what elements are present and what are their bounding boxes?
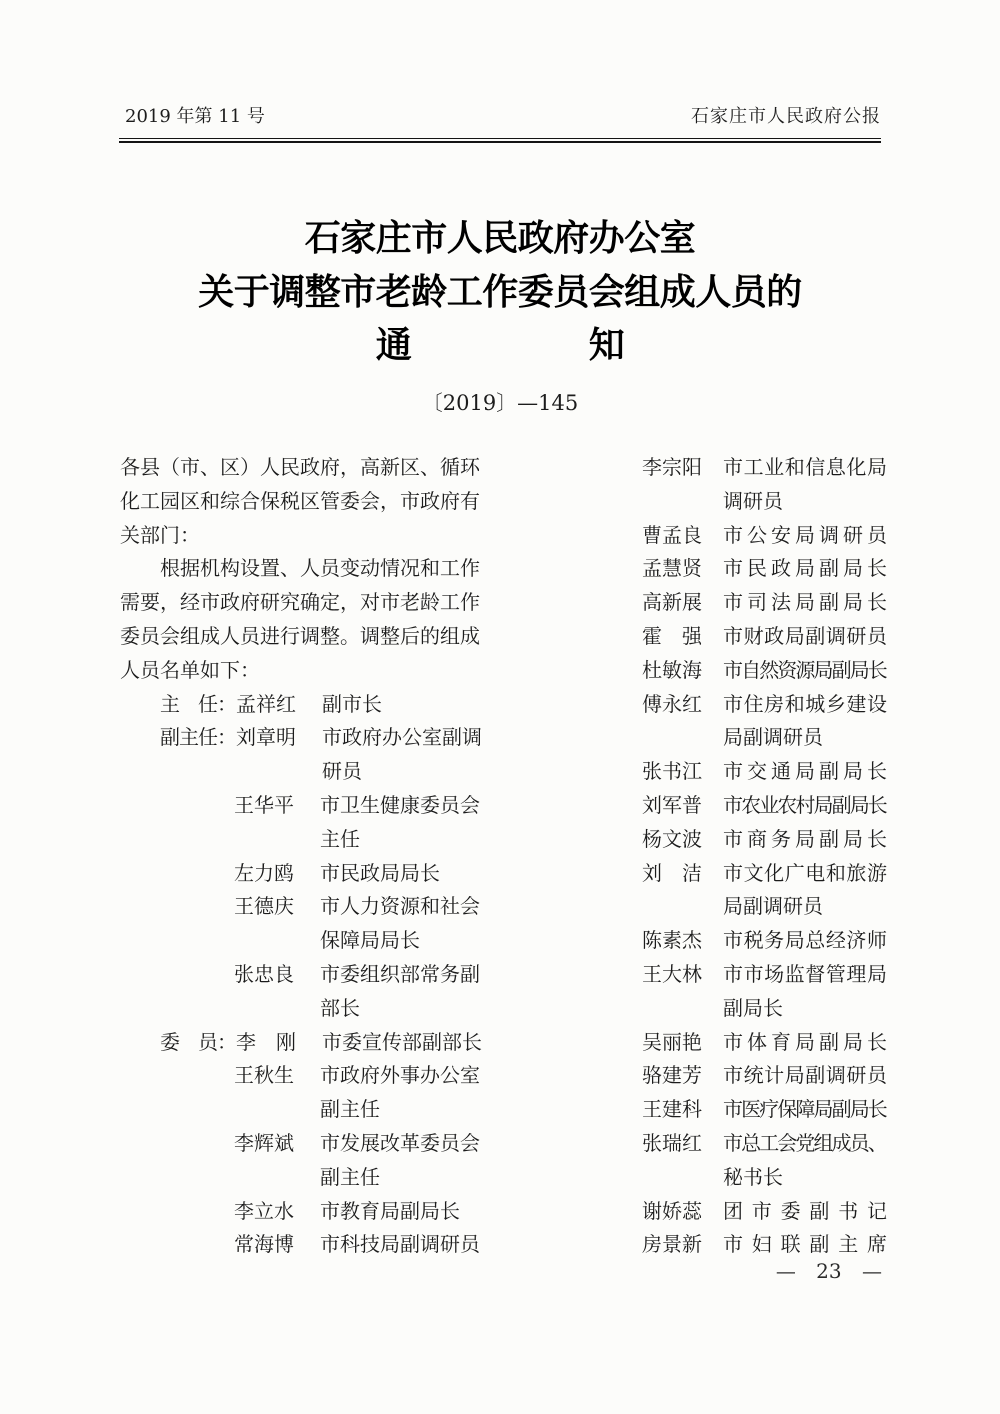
roster-title-line: 市文化广电和旅游 [723, 860, 887, 885]
roster-title-line: 副市长 [322, 691, 382, 716]
roster-person-name: 曹孟良 [642, 522, 702, 547]
roster-person-name: 傅永红 [642, 691, 702, 716]
roster-title-line: 调研员 [723, 488, 783, 513]
roster-person-name: 王建科 [642, 1097, 702, 1122]
roster-person-title [723, 586, 887, 620]
roster-title-line: 市政府外事办公室 [320, 1063, 480, 1088]
roster-title-line: 市司法局副局长 [723, 590, 887, 615]
roster-title-line: 副主任 [320, 1164, 380, 1189]
roster-person-title [320, 857, 484, 891]
roster-person-title [723, 1195, 887, 1229]
roster-title-line: 市交通局副局长 [723, 759, 887, 784]
roster-person-name: 高新展 [642, 590, 702, 615]
header-rule [119, 138, 881, 143]
roster-person-title [723, 958, 887, 1026]
roster-person-name: 王大林 [642, 961, 702, 986]
roster-person-title [723, 620, 887, 654]
roster-role-label [160, 1059, 234, 1093]
roster-person-name: 杜敏海 [642, 657, 702, 682]
roster-person-title [723, 755, 887, 789]
roster-role-label: 副主任： [160, 725, 236, 750]
roster-person-title [320, 890, 484, 958]
roster-role-label [160, 1127, 234, 1161]
roster-role-label [160, 1228, 234, 1262]
roster-person-name: 李立水 [234, 1198, 294, 1223]
roster-row [642, 857, 888, 925]
roster-person-title [320, 1228, 484, 1262]
roster-title-line: 市工业和信息化局 [723, 455, 887, 479]
roster-person-name: 左力鸥 [234, 860, 294, 885]
roster-person-title [320, 1127, 484, 1195]
roster-title-line: 局副调研员 [723, 725, 823, 750]
right-column [642, 451, 888, 1262]
roster-row [120, 958, 484, 1026]
roster-person-title [723, 789, 887, 823]
roster-person-title [723, 1228, 887, 1262]
roster-row [642, 519, 888, 553]
roster-person-name: 谢娇蕊 [642, 1198, 702, 1223]
roster-person-name: 李辉斌 [234, 1130, 294, 1155]
roster-person-name: 李 刚 [236, 1029, 296, 1054]
roster-title-line: 局副调研员 [723, 894, 823, 919]
paragraph-line: 人员名单如下： [120, 657, 260, 682]
roster-title-line: 市发展改革委员会 [320, 1130, 480, 1155]
roster-person-name: 常海博 [234, 1232, 294, 1257]
paragraph-line: 根据机构设置、人员变动情况和工作 [160, 556, 480, 581]
roster-person-name: 刘章明 [236, 725, 296, 750]
roster-person-name: 杨文波 [642, 826, 702, 851]
roster-row [642, 586, 888, 620]
roster-person-title [723, 688, 887, 756]
issue-number: 2019 年第 11 号 [125, 106, 265, 127]
roster-person-name: 房景新 [642, 1232, 702, 1257]
roster-title-line: 市体育局副局长 [723, 1029, 887, 1054]
roster-title-line: 部长 [320, 995, 360, 1020]
roster-person-name: 张书江 [642, 759, 702, 784]
roster-row [120, 1195, 484, 1229]
roster-title-line: 市统计局副调研员 [723, 1063, 887, 1088]
paragraph-line: 化工园区和综合保税区管委会，市政府有 [120, 488, 480, 513]
roster-person-title [723, 823, 887, 857]
roster-person-name: 陈素杰 [642, 928, 702, 953]
roster-row [642, 1059, 888, 1093]
roster-title-line: 市民政局局长 [320, 860, 440, 885]
roster-row [120, 1228, 484, 1262]
paragraph-line: 委员会组成人员进行调整。调整后的组成 [120, 623, 480, 648]
roster-row [642, 823, 888, 857]
paragraph-line: 各县（市、区）人民政府，高新区、循环 [120, 455, 480, 479]
roster-title-line: 市公安局调研员 [723, 522, 887, 547]
paragraph-line: 需要，经市政府研究确定，对市老龄工作 [120, 590, 480, 615]
roster-row [642, 620, 888, 654]
roster-person-title [723, 857, 887, 925]
roster-title-line: 市财政局副调研员 [723, 623, 887, 648]
roster-person-name: 孟慧贤 [642, 556, 702, 581]
roster-person-name: 孟祥红 [236, 691, 296, 716]
roster-row [642, 924, 888, 958]
roster-person-name: 张忠良 [234, 961, 294, 986]
roster-person-name: 刘军普 [642, 792, 702, 817]
roster-person-title [723, 451, 887, 519]
roster-row [120, 1059, 484, 1127]
roster-title-line: 市妇联副主席 [723, 1232, 887, 1257]
document-number: 〔2019〕—145 [421, 391, 579, 415]
roster-title-line: 主任 [320, 826, 360, 851]
roster-title-line: 团市委副书记 [723, 1198, 887, 1223]
roster-row [642, 1195, 888, 1229]
roster-row [642, 755, 888, 789]
roster-person-title [320, 958, 484, 1026]
roster-person-title [322, 688, 484, 722]
roster-title-line: 市委组织部常务副 [320, 961, 480, 986]
roster-title-line: 市政府办公室副调 [322, 725, 482, 750]
roster-title-line: 研员 [322, 759, 362, 784]
roster-row [642, 1026, 888, 1060]
roster-person-title [320, 789, 484, 857]
roster-person-name: 刘 洁 [642, 860, 702, 885]
roster-title-line: 市科技局副调研员 [320, 1232, 480, 1257]
roster-row [120, 857, 484, 891]
roster-role-label [160, 890, 234, 924]
roster-person-name: 张瑞红 [642, 1130, 702, 1155]
roster-title-line: 市商务局副局长 [723, 826, 887, 851]
roster-right [642, 451, 888, 1262]
gazette-title: 石家庄市人民政府公报 [691, 106, 881, 127]
document-title [0, 212, 1000, 373]
roster-person-name: 王德庆 [234, 894, 294, 919]
roster-role-label [160, 789, 234, 823]
roster-row [120, 1026, 484, 1060]
roster-person-title [723, 552, 887, 586]
roster-person-title [723, 1059, 887, 1093]
roster-row [120, 688, 484, 722]
roster-title-line: 市人力资源和社会 [320, 894, 480, 919]
roster-title-line: 市总工会党组成员、 [723, 1130, 886, 1155]
roster-title-line: 市委宣传部副部长 [322, 1029, 482, 1054]
roster-title-line: 保障局局长 [320, 928, 420, 953]
roster-title-line: 秘书长 [723, 1164, 783, 1189]
roster-person-title [723, 924, 887, 958]
roster-person-title [322, 1026, 484, 1060]
roster-role-label: 委 员： [160, 1029, 236, 1054]
roster-person-name: 吴丽艳 [642, 1029, 702, 1054]
roster-row [642, 654, 888, 688]
roster-person-title [320, 1059, 484, 1127]
roster-role-label [160, 958, 234, 992]
roster-person-title [723, 519, 887, 553]
roster-row [120, 721, 484, 789]
roster-row [120, 890, 484, 958]
page-number: — 23 — [775, 1259, 882, 1283]
roster-row [642, 958, 888, 1026]
roster-left [120, 688, 484, 1263]
roster-row [642, 1228, 888, 1262]
roster-person-name: 王秋生 [234, 1063, 294, 1088]
roster-person-title [322, 721, 484, 789]
roster-person-title [723, 654, 887, 688]
roster-person-name: 骆建芳 [642, 1063, 702, 1088]
roster-person-title [723, 1093, 887, 1127]
roster-title-line: 市住房和城乡建设 [723, 691, 887, 716]
roster-title-line: 副主任 [320, 1097, 380, 1122]
roster-role-label [160, 857, 234, 891]
roster-person-title [320, 1195, 484, 1229]
roster-row [120, 1127, 484, 1195]
body-paragraphs [120, 451, 484, 688]
roster-row [642, 1127, 888, 1195]
document-title-line-1: 石家庄市人民政府办公室 [304, 217, 696, 259]
roster-row [642, 552, 888, 586]
roster-title-line: 市民政局副局长 [723, 556, 887, 581]
roster-title-line: 市市场监督管理局 [723, 961, 887, 986]
roster-person-title [723, 1127, 887, 1195]
roster-row [642, 1093, 888, 1127]
roster-title-line: 市医疗保障局副局长 [723, 1097, 886, 1122]
roster-row [642, 451, 888, 519]
roster-title-line: 市自然资源局副局长 [723, 657, 886, 682]
roster-row [120, 789, 484, 857]
roster-title-line: 市农业农村局副局长 [723, 792, 886, 817]
roster-title-line: 市教育局副局长 [320, 1198, 460, 1223]
document-title-line-2: 关于调整市老龄工作委员会组成人员的 [198, 270, 802, 313]
roster-title-line: 市卫生健康委员会 [320, 792, 480, 817]
roster-role-label [160, 1195, 234, 1229]
roster-title-line: 市税务局总经济师 [723, 928, 887, 953]
left-column [120, 451, 484, 1262]
roster-person-title [723, 1026, 887, 1060]
roster-role-label: 主 任： [160, 691, 236, 716]
roster-row [642, 688, 888, 756]
paragraph-line: 关部门： [120, 522, 200, 547]
roster-row [642, 789, 888, 823]
roster-title-line: 副局长 [723, 995, 783, 1020]
roster-person-name: 李宗阳 [642, 455, 702, 479]
document-title-line-3: 通 知 [375, 324, 625, 366]
roster-person-name: 王华平 [234, 792, 294, 817]
roster-person-name: 霍 强 [642, 623, 702, 648]
